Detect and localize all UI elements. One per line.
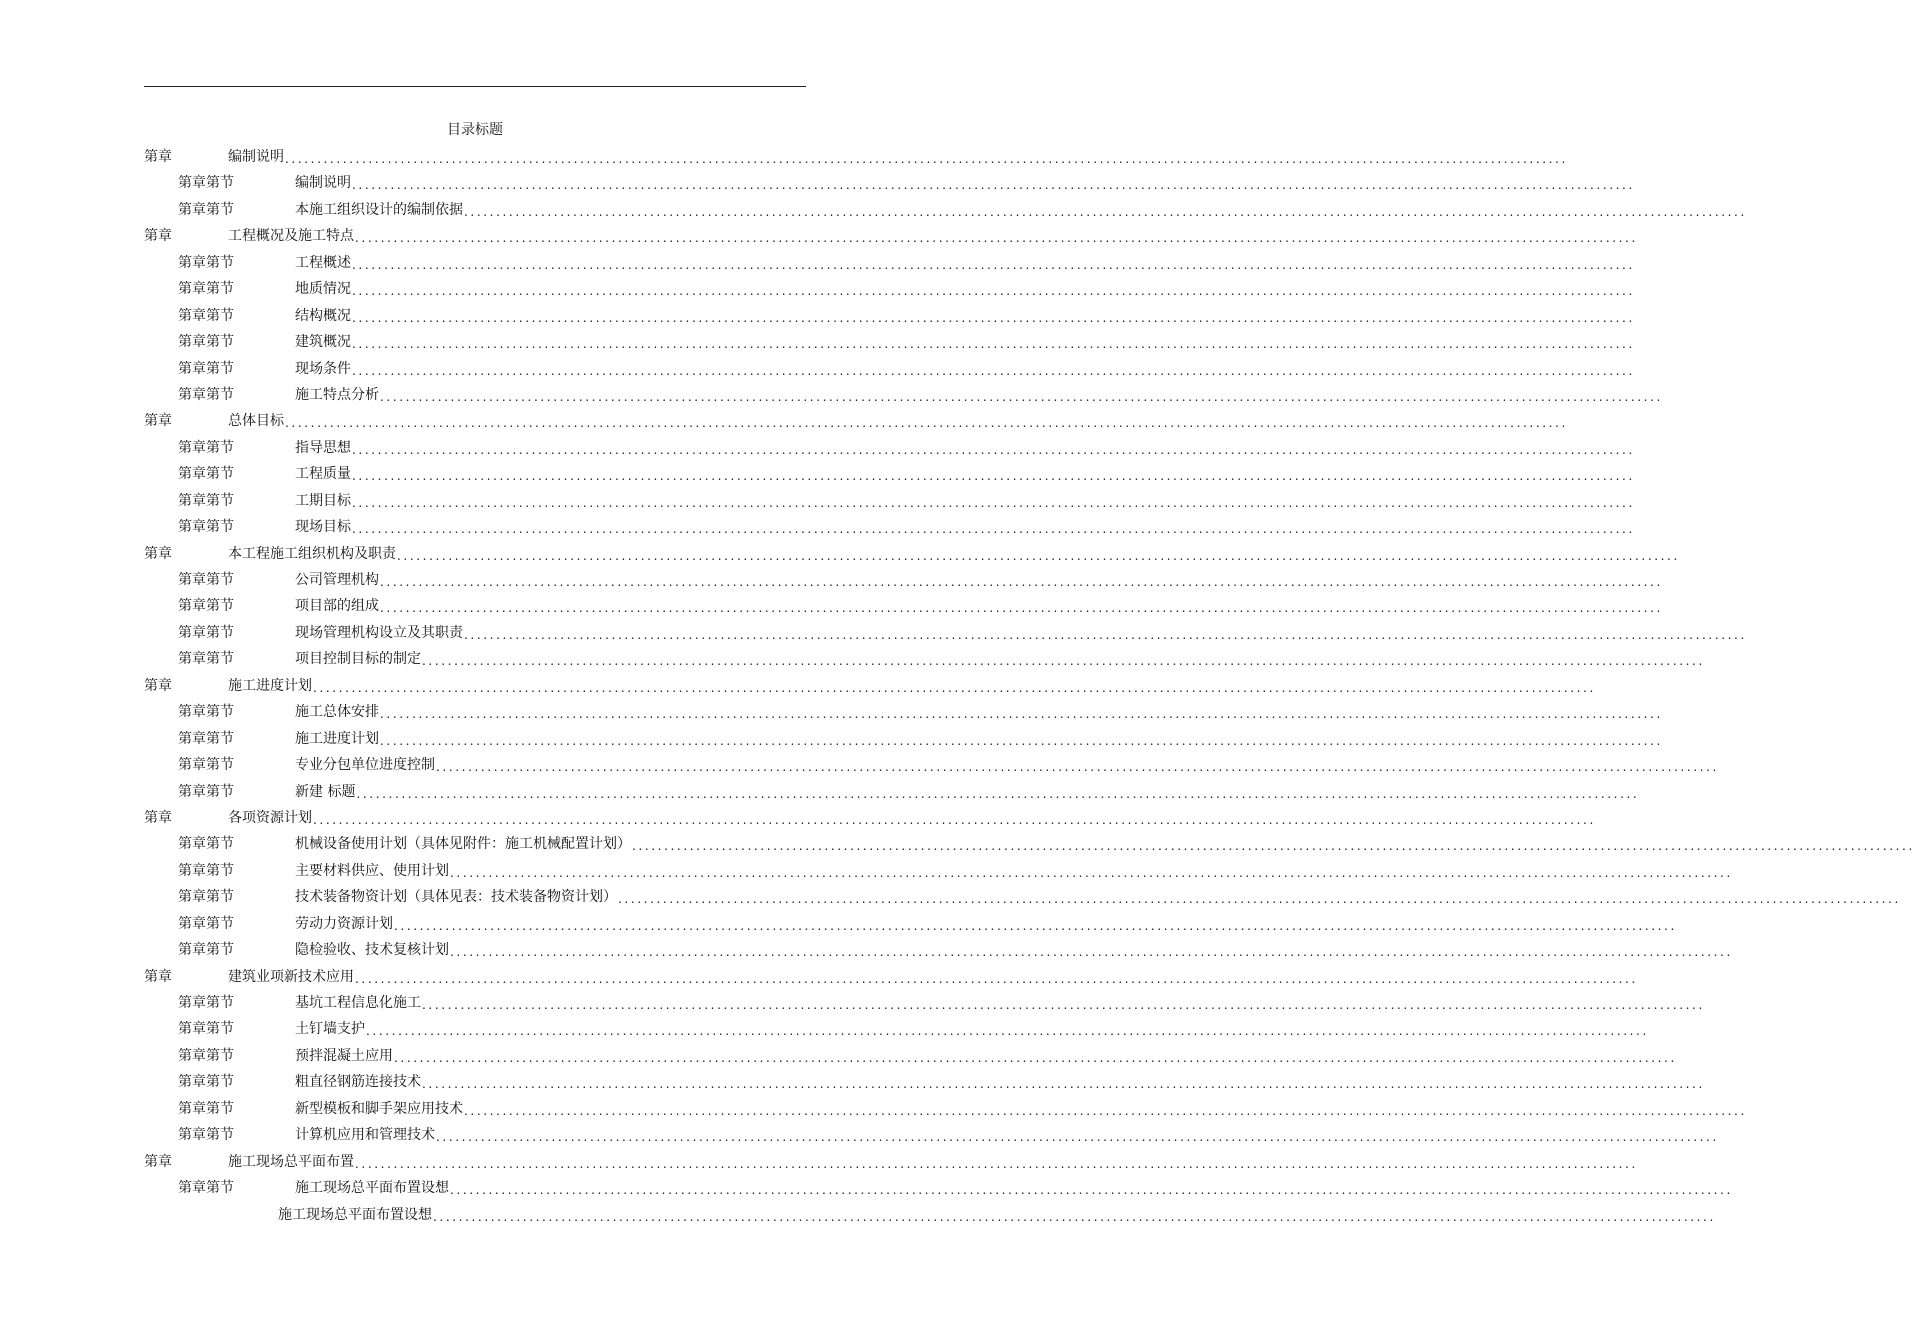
toc-section-entry[interactable] bbox=[0, 620, 1747, 646]
toc-entry-line bbox=[295, 730, 1663, 750]
toc-entry-number: 第章 bbox=[144, 545, 172, 562]
toc-dot-leader: ........................................................................................................................................................................................................ bbox=[352, 522, 1635, 537]
toc-entry-label: 新建 标题 bbox=[295, 783, 356, 803]
toc-section-entry[interactable] bbox=[0, 1122, 1719, 1148]
toc-entry-number: 第章第节 bbox=[178, 862, 234, 879]
toc-entry-number: 第章 bbox=[144, 968, 172, 985]
toc-entry-label: 施工特点分析 bbox=[295, 386, 380, 406]
toc-dot-leader: ........................................................................................................................................................................................................ bbox=[450, 1183, 1733, 1198]
toc-entry-line bbox=[295, 835, 1915, 855]
toc-entry-number: 第章第节 bbox=[178, 942, 234, 959]
toc-entry-label: 公司管理机构 bbox=[295, 571, 380, 591]
toc-entry-label: 现场条件 bbox=[295, 360, 352, 380]
toc-entry-label: 项目控制目标的制定 bbox=[295, 650, 422, 670]
toc-entry-label: 建筑业项新技术应用 bbox=[228, 968, 355, 988]
toc-entry-number: 第章第节 bbox=[178, 1100, 234, 1117]
toc-dot-leader: ........................................................................................................................................................................................................ bbox=[422, 1077, 1705, 1092]
toc-entry-number: 第章第节 bbox=[178, 1127, 234, 1144]
toc-chapter-entry[interactable] bbox=[0, 541, 1680, 567]
toc-entry-line bbox=[295, 307, 1635, 327]
toc-section-entry[interactable] bbox=[0, 514, 1635, 540]
toc-entry-line bbox=[295, 1126, 1719, 1146]
toc-section-entry[interactable] bbox=[0, 435, 1635, 461]
toc-entry-label: 主要材料供应、使用计划 bbox=[295, 862, 450, 882]
toc-section-entry[interactable] bbox=[0, 1016, 1649, 1042]
toc-section-entry[interactable] bbox=[0, 488, 1635, 514]
toc-entry-line bbox=[228, 968, 1638, 988]
toc-entry-label: 专业分包单位进度控制 bbox=[295, 756, 436, 776]
toc-entry-line bbox=[295, 465, 1635, 485]
toc-entry-line bbox=[228, 545, 1680, 565]
toc-dot-leader: ........................................................................................................................................................................................................ bbox=[380, 601, 1663, 616]
toc-dot-leader: ........................................................................................................................................................................................................ bbox=[464, 627, 1747, 642]
toc-section-entry[interactable] bbox=[0, 567, 1663, 593]
toc-entry-number: 第章第节 bbox=[178, 704, 234, 721]
toc-list bbox=[0, 144, 1915, 1228]
toc-entry-number: 第章第节 bbox=[178, 201, 234, 218]
toc-entry-number: 第章第节 bbox=[178, 1074, 234, 1091]
toc-section-entry[interactable] bbox=[0, 593, 1663, 619]
toc-entry-number: 第章第节 bbox=[178, 386, 234, 403]
toc-entry-label: 机械设备使用计划（具体见附件：施工机械配置计划） bbox=[295, 835, 632, 855]
toc-entry-label: 本工程施工组织机构及职责 bbox=[228, 545, 397, 565]
toc-entry-label: 编制说明 bbox=[295, 174, 352, 194]
toc-section-entry[interactable] bbox=[0, 1202, 1716, 1228]
toc-dot-leader: ........................................................................................................................................................................................................ bbox=[352, 442, 1635, 457]
toc-entry-number: 第章 bbox=[144, 809, 172, 826]
toc-section-entry[interactable] bbox=[0, 276, 1635, 302]
toc-entry-line bbox=[295, 280, 1635, 300]
toc-dot-leader: ........................................................................................................................................................................................................ bbox=[313, 680, 1596, 695]
toc-dot-leader: ........................................................................................................................................................................................................ bbox=[380, 575, 1663, 589]
toc-dot-leader: ........................................................................................................................................................................................................ bbox=[352, 257, 1635, 272]
toc-chapter-entry[interactable] bbox=[0, 1149, 1638, 1175]
toc-entry-label: 总体目标 bbox=[228, 412, 285, 432]
toc-entry-number: 第章第节 bbox=[178, 836, 234, 853]
toc-entry-label: 工程概述 bbox=[295, 254, 352, 274]
toc-entry-label: 粗直径钢筋连接技术 bbox=[295, 1073, 422, 1093]
toc-section-entry[interactable] bbox=[0, 170, 1635, 196]
toc-chapter-entry[interactable] bbox=[0, 805, 1596, 831]
toc-dot-leader: ........................................................................................................................................................................................................ bbox=[380, 733, 1663, 748]
toc-dot-leader: ........................................................................................................................................................................................................ bbox=[394, 918, 1677, 933]
toc-entry-number: 第章 bbox=[144, 228, 172, 245]
toc-entry-number: 第章第节 bbox=[178, 624, 234, 641]
toc-entry-label: 各项资源计划 bbox=[228, 809, 313, 829]
toc-entry-line bbox=[228, 677, 1596, 697]
toc-entry-label: 基坑工程信息化施工 bbox=[295, 994, 422, 1014]
toc-dot-leader: ........................................................................................................................................................................................................ bbox=[352, 310, 1635, 325]
toc-dot-leader: ........................................................................................................................................................................................................ bbox=[436, 760, 1719, 775]
toc-section-entry[interactable] bbox=[0, 1175, 1733, 1201]
toc-entry-number: 第章 bbox=[144, 149, 172, 165]
toc-section-entry[interactable] bbox=[0, 1043, 1677, 1069]
toc-dot-leader: ........................................................................................................................................................................................................ bbox=[380, 389, 1663, 404]
toc-section-entry[interactable] bbox=[0, 1096, 1747, 1122]
toc-entry-number: 第章第节 bbox=[178, 757, 234, 774]
toc-entry-label: 项目部的组成 bbox=[295, 597, 380, 617]
toc-entry-line bbox=[295, 571, 1663, 591]
toc-entry-label: 结构概况 bbox=[295, 307, 352, 327]
toc-dot-leader: ........................................................................................................................................................................................................ bbox=[366, 1024, 1649, 1039]
toc-entry-number: 第章第节 bbox=[178, 915, 234, 932]
toc-dot-leader: ........................................................................................................................................................................................................ bbox=[397, 548, 1680, 563]
toc-entry-line bbox=[295, 597, 1663, 617]
toc-entry-line bbox=[295, 492, 1635, 512]
toc-entry-line bbox=[295, 518, 1635, 538]
toc-entry-label: 施工总体安排 bbox=[295, 703, 380, 723]
toc-entry-label: 指导思想 bbox=[295, 439, 352, 459]
toc-entry-line bbox=[295, 1179, 1733, 1199]
toc-entry-number: 第章 bbox=[144, 413, 172, 430]
toc-entry-label: 编制说明 bbox=[228, 148, 285, 168]
toc-section-entry[interactable] bbox=[0, 831, 1915, 857]
toc-entry-line bbox=[295, 333, 1635, 353]
toc-entry-number: 第章第节 bbox=[178, 439, 234, 456]
toc-dot-leader: ........................................................................................................................................................................................................ bbox=[380, 707, 1663, 722]
toc-entry-line bbox=[295, 915, 1677, 935]
toc-dot-leader: ........................................................................................................................................................................................................ bbox=[352, 495, 1635, 510]
toc-entry-number: 第章第节 bbox=[178, 889, 234, 906]
toc-entry-line bbox=[295, 783, 1640, 803]
toc-entry-number: 第章第节 bbox=[178, 360, 234, 377]
toc-entry-number: 第章第节 bbox=[178, 1047, 234, 1064]
toc-dot-leader: ........................................................................................................................................................................................................ bbox=[394, 1050, 1677, 1065]
toc-entry-label: 施工进度计划 bbox=[228, 677, 313, 697]
toc-entry-number: 第章第节 bbox=[178, 254, 234, 271]
toc-dot-leader: ........................................................................................................................................................................................................ bbox=[618, 892, 1901, 907]
toc-section-entry[interactable] bbox=[0, 911, 1677, 937]
toc-entry-line bbox=[295, 650, 1705, 670]
toc-entry-label: 工程概况及施工特点 bbox=[228, 227, 355, 247]
toc-entry-number: 第章 bbox=[144, 1153, 172, 1170]
toc-section-entry[interactable] bbox=[0, 382, 1663, 408]
toc-section-entry[interactable] bbox=[0, 884, 1901, 910]
toc-dot-leader: ........................................................................................................................................................................................................ bbox=[352, 469, 1635, 484]
toc-entry-label: 现场目标 bbox=[295, 518, 352, 538]
toc-entry-number: 第章第节 bbox=[178, 598, 234, 615]
toc-entry-line bbox=[295, 439, 1635, 459]
toc-section-entry[interactable] bbox=[0, 752, 1719, 778]
toc-entry-line bbox=[295, 201, 1747, 221]
toc-entry-label: 施工现场总平面布置设想 bbox=[278, 1206, 433, 1226]
toc-entry-number: 第章第节 bbox=[178, 730, 234, 747]
toc-dot-leader: ........................................................................................................................................................................................................ bbox=[352, 178, 1635, 193]
toc-dot-leader: ........................................................................................................................................................................................................ bbox=[313, 812, 1596, 827]
toc-entry-number: 第章第节 bbox=[178, 334, 234, 351]
toc-entry-line bbox=[295, 703, 1663, 723]
toc-section-entry[interactable] bbox=[0, 726, 1663, 752]
toc-entry-line bbox=[228, 1153, 1638, 1173]
toc-entry-label: 施工现场总平面布置设想 bbox=[295, 1179, 450, 1199]
toc-entry-label: 计算机应用和管理技术 bbox=[295, 1126, 436, 1146]
toc-entry-number: 第章第节 bbox=[178, 466, 234, 483]
toc-entry-number: 第章第节 bbox=[178, 307, 234, 324]
toc-dot-leader: ........................................................................................................................................................................................................ bbox=[433, 1209, 1716, 1224]
toc-entry-number: 第章第节 bbox=[178, 1180, 234, 1197]
toc-entry-line bbox=[295, 888, 1901, 908]
toc-entry-line bbox=[295, 174, 1635, 194]
toc-section-entry[interactable] bbox=[0, 779, 1640, 805]
toc-section-entry[interactable] bbox=[0, 1069, 1705, 1095]
toc-dot-leader: ........................................................................................................................................................................................................ bbox=[355, 231, 1638, 246]
toc-entry-line bbox=[295, 756, 1719, 776]
toc-entry-line bbox=[295, 624, 1747, 644]
toc-entry-label: 劳动力资源计划 bbox=[295, 915, 394, 935]
toc-dot-leader: ........................................................................................................................................................................................................ bbox=[285, 416, 1568, 431]
toc-dot-leader: ........................................................................................................................................................................................................ bbox=[632, 839, 1915, 854]
toc-entry-number: 第章第节 bbox=[178, 995, 234, 1011]
toc-entry-number: 第章第节 bbox=[178, 175, 234, 192]
toc-entry-number: 第章第节 bbox=[178, 572, 234, 588]
toc-entry-line bbox=[228, 148, 1568, 168]
toc-section-entry[interactable] bbox=[0, 329, 1635, 355]
toc-entry-label: 工程质量 bbox=[295, 465, 352, 485]
toc-entry-label: 土钉墙支护 bbox=[295, 1020, 366, 1040]
toc-entry-line bbox=[295, 386, 1663, 406]
toc-dot-leader: ........................................................................................................................................................................................................ bbox=[450, 865, 1733, 880]
toc-chapter-entry[interactable] bbox=[0, 408, 1568, 434]
toc-section-entry[interactable] bbox=[0, 937, 1733, 963]
toc-section-entry[interactable] bbox=[0, 303, 1635, 329]
header-rule bbox=[144, 86, 806, 87]
toc-entry-number: 第章第节 bbox=[178, 281, 234, 298]
toc-entry-number: 第章第节 bbox=[178, 1021, 234, 1038]
toc-section-entry[interactable] bbox=[0, 858, 1733, 884]
toc-dot-leader: ........................................................................................................................................................................................................ bbox=[356, 786, 1640, 801]
toc-section-entry[interactable] bbox=[0, 197, 1747, 223]
toc-entry-line bbox=[295, 1073, 1705, 1093]
toc-dot-leader: ........................................................................................................................................................................................................ bbox=[436, 1130, 1719, 1145]
toc-entry-number: 第章第节 bbox=[178, 519, 234, 536]
toc-chapter-entry[interactable] bbox=[0, 673, 1596, 699]
toc-entry-line bbox=[295, 941, 1733, 961]
toc-entry-label: 技术装备物资计划（具体见表：技术装备物资计划） bbox=[295, 888, 618, 908]
toc-section-entry[interactable] bbox=[0, 699, 1663, 725]
toc-dot-leader: ........................................................................................................................................................................................................ bbox=[450, 945, 1733, 960]
toc-entry-line bbox=[295, 862, 1733, 882]
toc-entry-number: 第章第节 bbox=[178, 651, 234, 668]
toc-dot-leader: ........................................................................................................................................................................................................ bbox=[352, 284, 1635, 299]
toc-entry-label: 施工现场总平面布置 bbox=[228, 1153, 355, 1173]
toc-dot-leader: ........................................................................................................................................................................................................ bbox=[352, 337, 1635, 352]
toc-entry-label: 建筑概况 bbox=[295, 333, 352, 353]
toc-chapter-entry[interactable] bbox=[0, 964, 1638, 990]
toc-dot-leader: ........................................................................................................................................................................................................ bbox=[464, 1103, 1747, 1118]
toc-entry-line bbox=[295, 254, 1635, 274]
toc-section-entry[interactable] bbox=[0, 250, 1635, 276]
toc-entry-label: 隐检验收、技术复核计划 bbox=[295, 941, 450, 961]
toc-entry-line bbox=[228, 412, 1568, 432]
toc-entry-label: 本施工组织设计的编制依据 bbox=[295, 201, 464, 221]
toc-entry-number: 第章 bbox=[144, 677, 172, 694]
toc-entry-line bbox=[228, 809, 1596, 829]
toc-entry-line bbox=[278, 1206, 1716, 1226]
toc-entry-label: 预拌混凝土应用 bbox=[295, 1047, 394, 1067]
toc-entry-line bbox=[295, 1100, 1747, 1120]
toc-dot-leader: ........................................................................................................................................................................................................ bbox=[285, 152, 1568, 166]
toc-section-entry[interactable] bbox=[0, 990, 1705, 1016]
toc-entry-line bbox=[295, 994, 1705, 1014]
toc-dot-leader: ........................................................................................................................................................................................................ bbox=[355, 1156, 1638, 1171]
toc-dot-leader: ........................................................................................................................................................................................................ bbox=[422, 998, 1705, 1012]
toc-chapter-entry[interactable] bbox=[0, 223, 1638, 249]
toc-dot-leader: ........................................................................................................................................................................................................ bbox=[464, 204, 1747, 219]
toc-dot-leader: ........................................................................................................................................................................................................ bbox=[352, 363, 1635, 378]
toc-entry-label: 施工进度计划 bbox=[295, 730, 380, 750]
toc-section-entry[interactable] bbox=[0, 356, 1635, 382]
toc-section-entry[interactable] bbox=[0, 461, 1635, 487]
toc-entry-line bbox=[228, 227, 1638, 247]
toc-entry-line bbox=[295, 1047, 1677, 1067]
toc-section-entry[interactable] bbox=[0, 646, 1705, 672]
toc-dot-leader: ........................................................................................................................................................................................................ bbox=[355, 971, 1638, 986]
toc-entry-line bbox=[295, 1020, 1649, 1040]
toc-entry-number: 第章第节 bbox=[178, 783, 234, 800]
toc-entry-label: 现场管理机构设立及其职责 bbox=[295, 624, 464, 644]
toc-dot-leader: ........................................................................................................................................................................................................ bbox=[422, 654, 1705, 669]
toc-entry-line bbox=[295, 360, 1635, 380]
toc-title: 目录标题 bbox=[447, 122, 503, 138]
toc-chapter-entry[interactable] bbox=[0, 144, 1568, 170]
toc-entry-label: 地质情况 bbox=[295, 280, 352, 300]
toc-entry-number: 第章第节 bbox=[178, 492, 234, 509]
toc-entry-label: 新型模板和脚手架应用技术 bbox=[295, 1100, 464, 1120]
toc-entry-label: 工期目标 bbox=[295, 492, 352, 512]
